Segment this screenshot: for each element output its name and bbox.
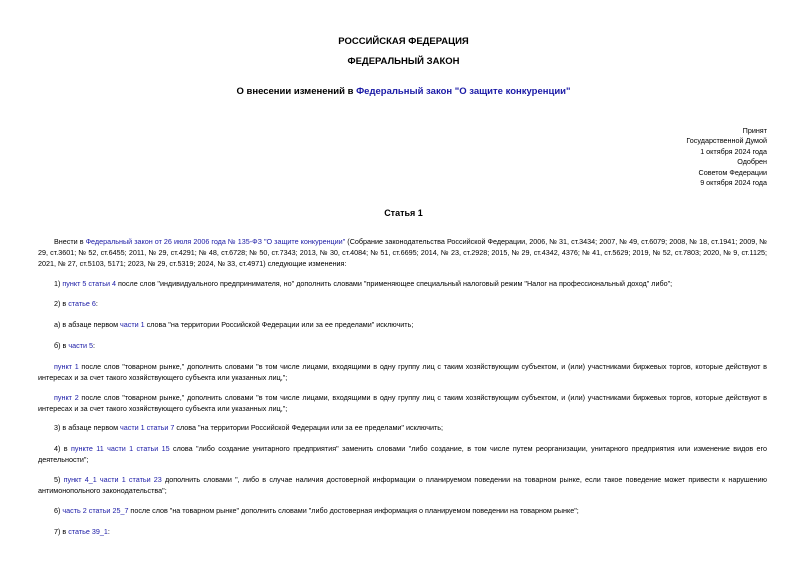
paragraph-intro <box>38 237 767 269</box>
adoption-date: 1 октября 2024 года <box>700 146 767 156</box>
paragraph-2 <box>38 299 767 310</box>
ref-link[interactable]: пункт 5 статьи 4 <box>62 279 117 288</box>
text: после слов "товарном рынке," дополнить словами "в том числе лицами, входящими в одну группу лиц с таким хозяйствующим субъектом, и (или) участниками биржевых торгов, которые действуют в интересах и за счет такого хозяйствующего субъекта или указанных лиц,"; <box>38 362 767 382</box>
paragraph-3 <box>38 320 767 331</box>
header-law-type: ФЕДЕРАЛЬНЫЙ ЗАКОН <box>347 56 460 67</box>
ref-link[interactable]: пункт 1 <box>54 362 79 371</box>
law-link[interactable]: Федеральный закон от 26 июля 2006 года № 135-ФЗ "О защите конкуренции" <box>85 237 346 246</box>
text: 6) <box>54 506 63 515</box>
text: : <box>95 299 98 308</box>
text: после слов "товарном рынке," дополнить словами "в том числе лицами, входящими в одну группу лиц с таким хозяйствующим субъектом, и (или) участниками биржевых торгов, которые действуют в интересах и за счет такого хозяйствующего субъекта или указанных лиц,"; <box>38 393 767 413</box>
text: а) в абзаце первом <box>54 320 121 329</box>
paragraph-4 <box>38 341 767 352</box>
law-title-prefix: О внесении изменений в <box>236 86 357 97</box>
approval-date: 9 октября 2024 года <box>700 178 767 188</box>
paragraph-8 <box>38 444 767 466</box>
ref-link[interactable]: пункт 2 <box>54 393 79 402</box>
text: 4) в <box>54 444 71 453</box>
text: 2) в <box>54 299 69 308</box>
ref-link[interactable]: части 5 <box>68 341 93 350</box>
adoption-line: Государственной Думой <box>686 136 767 146</box>
paragraph-7 <box>38 423 767 434</box>
header-federation: РОССИЙСКАЯ ФЕДЕРАЦИЯ <box>338 36 469 47</box>
text: после слов "на товарном рынке" дополнить словами "либо достоверная информация о планируемом поведении на товарном рынке"; <box>128 506 579 515</box>
text: 5) <box>54 475 64 484</box>
paragraph-5 <box>38 362 767 384</box>
text: 3) в абзаце первом <box>54 423 121 432</box>
text: (Собрание законодательства Российской Федерации, 2006, № 31, ст.3434; 2007, № 49, ст.6079; 2008, № 18, ст.1941; 2009, № 29, ст.3601; № 52, ст.6455; 2011, № 29, ст.4291; № 48, ст.6728; № 50, ст.7343; 2013, № 30, ст.4084; № 51, ст.6695; 2014, № 23, ст.2928; 2015, № 29, ст.4342, 4376; № 41, ст.5629; 2019, № 52, ст.7803; 2020, № 9, ст.1125; 2021, № 27, ст.5103, 5171; 2023, № 29, ст.5319; 2024, № 33, ст.4971) следующие изменения: <box>38 237 767 268</box>
text: слова "на территории Российской Федерации или за ее пределами" исключить; <box>174 423 444 432</box>
ref-link[interactable]: пункте 11 части 1 статьи 15 <box>71 444 170 453</box>
ref-link[interactable]: части 1 <box>120 320 145 329</box>
text: : <box>107 527 110 536</box>
ref-link[interactable]: части 1 статьи 7 <box>120 423 175 432</box>
text: Внести в <box>54 237 86 246</box>
ref-link[interactable]: пункт 4_1 части 1 статьи 23 <box>63 475 162 484</box>
text: 7) в <box>54 527 69 536</box>
text: слова "либо создание унитарного предприятия" заменить словами "либо создание, в том числе путем реорганизации, унитарного предприятия или изменение видов его деятельности"; <box>38 444 767 464</box>
text: дополнить словами ", либо в случае наличия достоверной информации о планируемом поведении на товарном рынке, если такое поведение может привести к нарушению антимонопольного законодательства"; <box>38 475 768 495</box>
text: : <box>92 341 95 350</box>
ref-link[interactable]: статье 6 <box>68 299 96 308</box>
paragraph-6 <box>38 393 767 415</box>
ref-link[interactable]: часть 2 статьи 25_7 <box>62 506 129 515</box>
text: слова "на территории Российской Федерации или за ее пределами" исключить; <box>144 320 414 329</box>
approval-line: Советом Федерации <box>698 167 767 177</box>
article-title: Статья 1 <box>384 208 423 218</box>
law-title <box>0 86 807 97</box>
adoption-info <box>686 126 767 188</box>
text: после слов "индивидуального предпринимателя, но" дополнить словами "применяющее специальный налоговый режим "Налог на профессиональный доход" либо"; <box>116 279 673 288</box>
paragraph-10 <box>38 506 767 517</box>
paragraph-1 <box>38 279 767 290</box>
text: 1) <box>54 279 63 288</box>
paragraph-11 <box>38 527 767 538</box>
approval-line: Одобрен <box>737 157 767 167</box>
ref-link[interactable]: статье 39_1 <box>68 527 108 536</box>
text: б) в <box>54 341 69 350</box>
adoption-line: Принят <box>742 126 767 135</box>
law-title-link[interactable]: Федеральный закон "О защите конкуренции" <box>356 86 571 97</box>
paragraph-9 <box>38 475 767 497</box>
